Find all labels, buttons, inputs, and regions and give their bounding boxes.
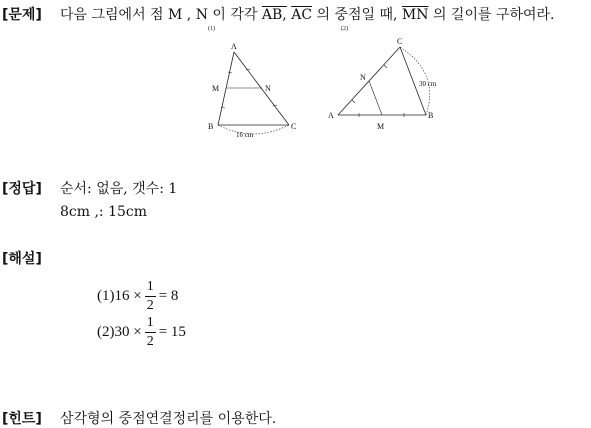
answer-label: [정답] [2, 181, 42, 197]
segment-ac: $\overline{AC}$ [291, 7, 313, 23]
explanation-line-2 [97, 316, 186, 349]
fig1-label-c: C [291, 122, 297, 131]
fig2-label-c: C [397, 37, 403, 46]
line2-denominator: 2 [146, 334, 154, 349]
fig2-label-n: N [360, 73, 366, 82]
line2-numerator: 1 [146, 315, 154, 330]
figure-1 [208, 25, 296, 139]
line2-fraction [145, 316, 156, 349]
segment-mn: $\overline{MN}$ [401, 7, 429, 23]
problem-text-after: 의 길이를 구하여라. [428, 7, 555, 23]
answer-meta: 순서: 없음, 갯수: 1 [60, 181, 178, 197]
segment-ab: AB, [261, 7, 287, 23]
fig1-label-m: M [212, 84, 220, 93]
figure-2 [328, 25, 437, 131]
line1-prefix: (1)16 × [97, 288, 142, 304]
line2-suffix: = 15 [158, 324, 186, 340]
fig1-label-n: N [265, 84, 271, 93]
line1-denominator: 2 [146, 298, 154, 313]
fig2-length: 30 cm [419, 80, 437, 88]
fig2-label-m: M [377, 122, 385, 131]
problem-text-before: 다음 그림에서 점 M , N 이 각각 [60, 7, 262, 23]
triangle-figures [200, 18, 450, 143]
fig1-length: 16 cm [236, 131, 254, 139]
explanation-line-1 [97, 280, 178, 313]
problem-text-mid: 의 중점일 때, [312, 7, 402, 23]
fig2-label-a: A [328, 111, 334, 120]
line2-prefix: (2)30 × [97, 324, 142, 340]
fig1-label-a: A [231, 42, 237, 51]
problem-label: [문제] [2, 7, 42, 23]
hint-label: [힌트] [2, 411, 42, 427]
fig1-label-b: B [208, 122, 214, 131]
fig2-tag: (2) [341, 26, 348, 32]
hint-text: 삼각형의 중점연결정리를 이용한다. [60, 411, 277, 427]
fig1-tag: (1) [208, 26, 215, 32]
answer-value: 8cm ,: 15cm [60, 204, 148, 220]
fig2-label-b: B [428, 111, 434, 120]
line1-suffix: = 8 [158, 288, 179, 304]
line1-numerator: 1 [146, 279, 154, 294]
line1-fraction [145, 280, 156, 313]
explanation-label: [해설] [2, 251, 42, 267]
